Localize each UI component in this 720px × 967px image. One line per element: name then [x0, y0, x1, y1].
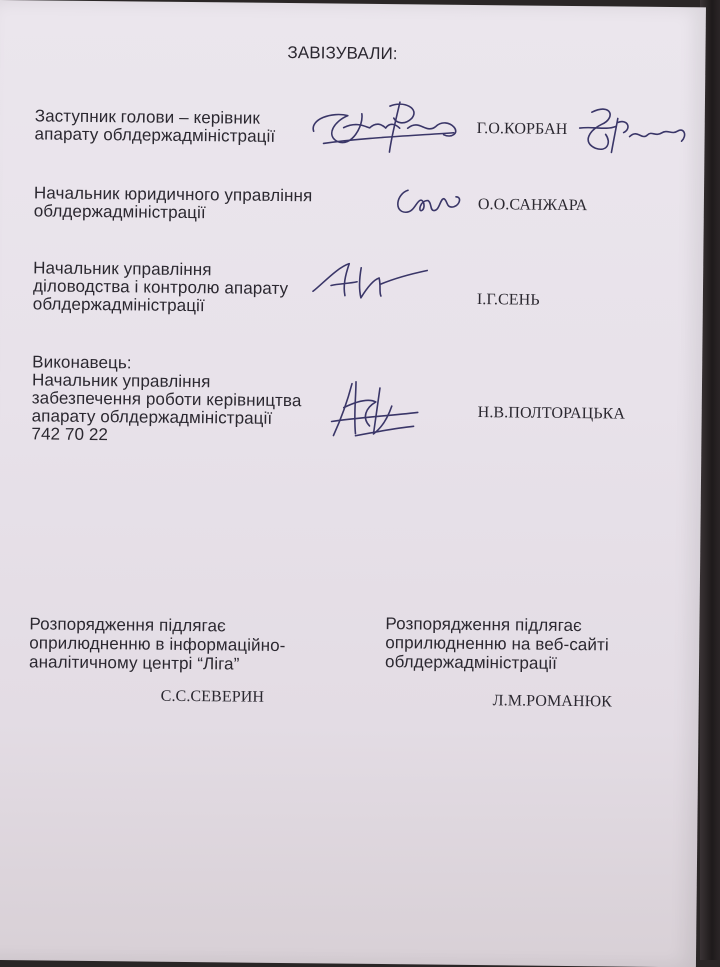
- signatory-name: С.С.СЕВЕРИН: [160, 687, 265, 706]
- signatory-name: Н.В.ПОЛТОРАЦЬКА: [477, 404, 626, 423]
- position-line: Начальник управління: [31, 370, 211, 392]
- publication-line: оприлюдненню на веб-сайті: [385, 633, 609, 655]
- signatory-name: І.Г.СЕНЬ: [476, 291, 540, 309]
- handwritten-signature: [325, 377, 422, 444]
- position-line: облдержадміністрації: [32, 294, 205, 316]
- handwritten-signature: [303, 91, 469, 163]
- heading: ЗАВІЗУВАЛИ:: [287, 43, 398, 64]
- handwritten-signature: [390, 180, 470, 223]
- signatory-name: Л.М.РОМАНЮК: [492, 692, 613, 711]
- publication-line: Розпорядження підлягає: [385, 614, 583, 636]
- position-line: забезпечення роботи керівництва: [31, 388, 302, 411]
- position-line: облдержадміністрації: [33, 201, 206, 223]
- handwritten-signature: [571, 98, 697, 164]
- signatory-name: Г.О.КОРБАН: [476, 119, 568, 138]
- phone-number: 742 70 22: [31, 424, 109, 445]
- position-line: апарату облдержадміністрації: [31, 406, 273, 428]
- publication-line: Розпорядження підлягає: [29, 614, 226, 636]
- position-line: діловодства і контролю апарату: [32, 276, 289, 299]
- position-line: Начальник управління: [33, 258, 212, 280]
- position-line: апарату облдержадміністрації: [34, 124, 276, 146]
- publication-line: аналітичному центрі “Ліга”: [28, 652, 240, 674]
- position-line: Начальник юридичного управління: [33, 183, 313, 206]
- publication-line: оприлюдненню в інформаційно-: [29, 633, 286, 656]
- position-line: Заступник голови – керівник: [34, 106, 261, 128]
- publication-line: облдержадміністрації: [384, 652, 558, 673]
- position-line: Виконавець:: [32, 352, 132, 373]
- signatory-name: О.О.САНЖАРА: [477, 196, 588, 215]
- handwritten-signature: [309, 257, 431, 306]
